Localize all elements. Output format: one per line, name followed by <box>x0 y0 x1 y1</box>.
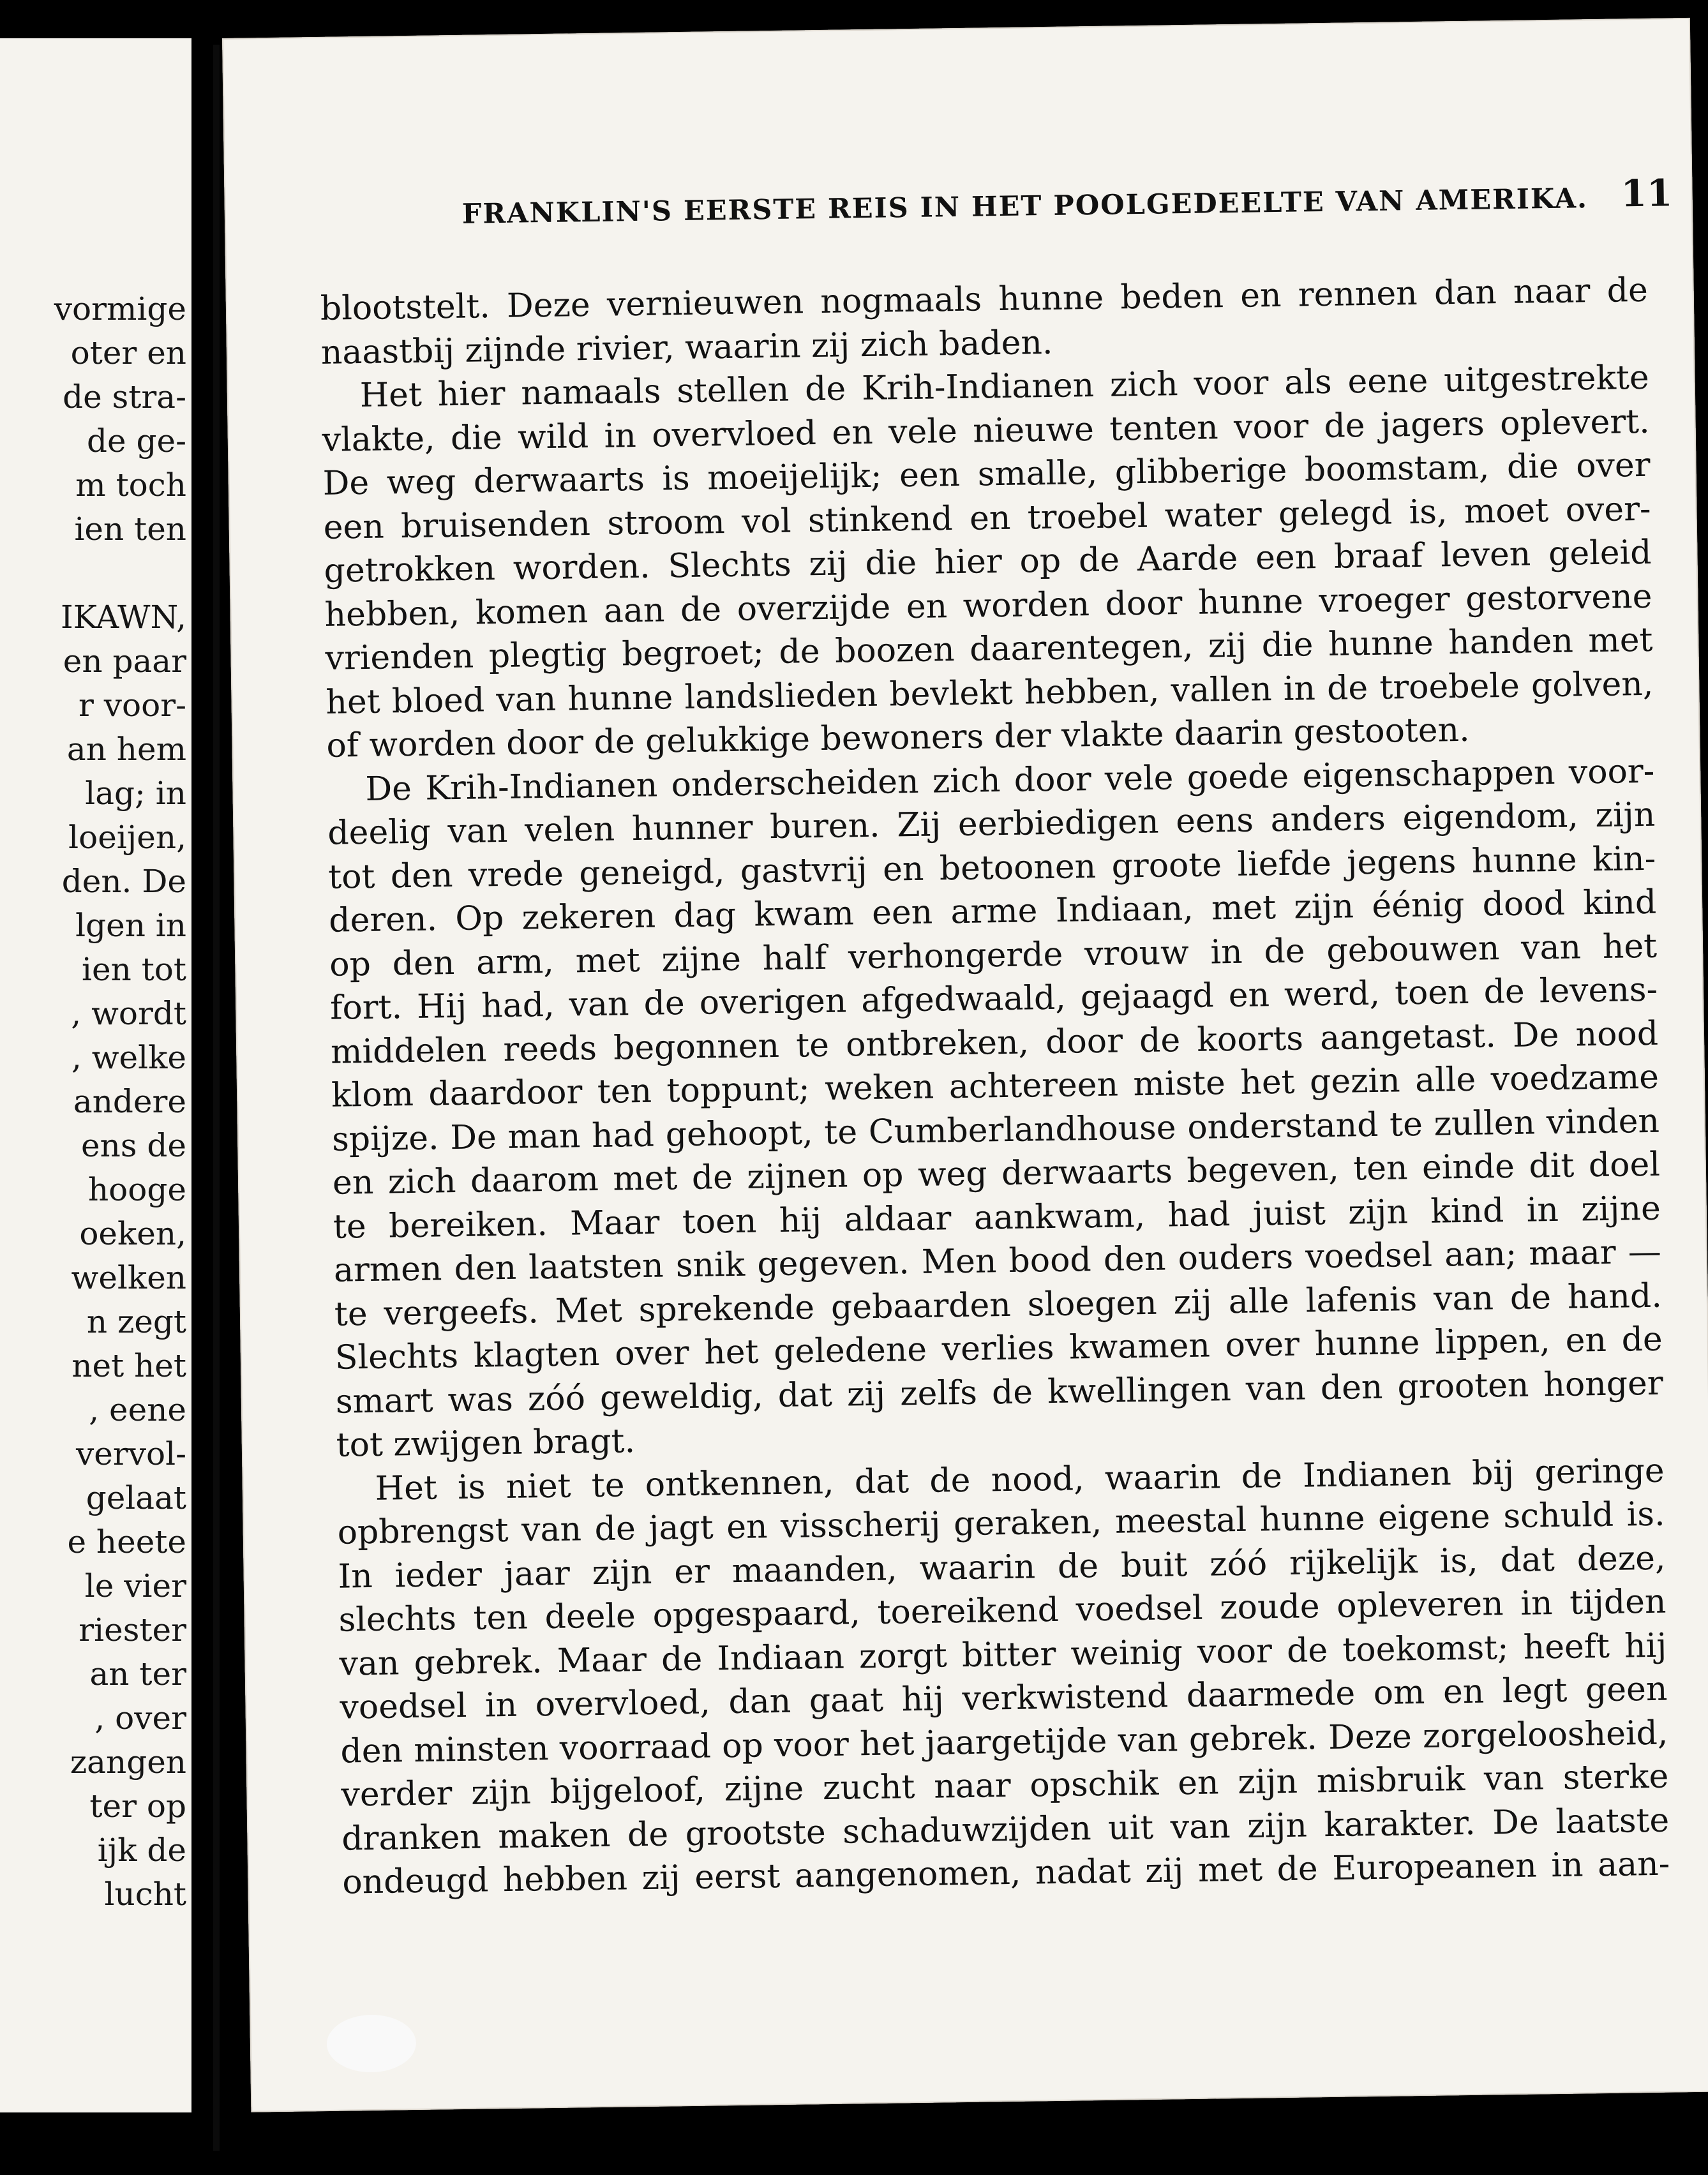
body-line: verder zijn bijgeloof, zijne zucht naar opschik en zijn misbruik van sterke <box>341 1757 1669 1814</box>
body-line: slechts ten deele opgespaard, toereikend voedsel zoude opleveren in tijden <box>338 1582 1667 1640</box>
left-page-line: andere <box>73 1083 186 1120</box>
body-line: deren. Op zekeren dag kwam een arme Indiaan, met zijn éénig dood kind <box>328 883 1657 940</box>
body-line: te vergeefs. Met sprekende gebaarden sloegen zij alle lafenis van de hand. <box>334 1276 1663 1334</box>
left-page-line: , eene <box>89 1391 186 1428</box>
body-line: voedsel in overvloed, dan gaat hij verkwistend daarmede om en legt geen <box>340 1670 1668 1727</box>
book-gutter <box>213 45 220 2151</box>
body-line: deelig van velen hunner buren. Zij eerbiedigen eens anders eigendom, zijn <box>327 795 1656 853</box>
left-page-line: vervol- <box>76 1435 186 1472</box>
body-line: den minsten voorraad op voor het jaargetijde van gebrek. Deze zorgeloosheid, <box>340 1714 1668 1771</box>
body-line: spijze. De man had gehoopt, te Cumberlandhouse onderstand te zullen vinden <box>331 1102 1660 1159</box>
left-page-line: en paar <box>63 643 186 680</box>
left-page-line: ijk de <box>97 1832 186 1869</box>
body-line: hebben, komen aan de overzijde en worden door hunne vroeger gestorvene <box>324 577 1652 634</box>
body-line: Het is niet te ontkennen, dat de nood, waarin de Indianen bij geringe <box>375 1451 1665 1508</box>
left-page-text <box>8 287 186 1917</box>
left-page-line: r voor- <box>78 687 186 724</box>
body-line: In ieder jaar zijn er maanden, waarin de buit zóó rijkelijk is, dat deze, <box>338 1539 1666 1596</box>
body-line: blootstelt. Deze vernieuwen nogmaals hunne beden en rennen dan naar de <box>320 271 1649 328</box>
left-page-fragment <box>0 38 191 2112</box>
body-line: Slechts klagten over het geledene verlies kwamen over hunne lippen, en de <box>334 1320 1663 1377</box>
left-page-line: , welke <box>71 1039 186 1076</box>
body-line: fort. Hij had, van de overigen afgedwaald, gejaagd en werd, toen de levens- <box>329 970 1658 1028</box>
body-line: Het hier namaals stellen de Krih-Indianen zich voor als eene uitgestrekte <box>359 358 1650 415</box>
body-line: vlakte, die wild in overvloed en vele nieuwe tenten voor de jagers oplevert. <box>322 402 1651 460</box>
right-page <box>222 18 1708 2112</box>
left-page-line: gelaat <box>86 1479 186 1516</box>
left-page-line: an ter <box>89 1656 186 1693</box>
body-line: smart was zóó geweldig, dat zij zelfs de kwellingen van den grooten honger <box>335 1364 1664 1421</box>
left-page-line: ien tot <box>82 951 186 988</box>
body-line: een bruisenden stroom vol stinkend en troebel water gelegd is, moet over- <box>323 490 1651 547</box>
paper-stain <box>326 2014 416 2073</box>
left-page-line: ens de <box>81 1127 186 1164</box>
body-text <box>320 269 1670 1904</box>
body-line: en zich daarom met de zijnen op weg derwaarts begeven, ten einde dit doel <box>332 1145 1661 1202</box>
left-page-line: lag; in <box>85 775 186 812</box>
left-page-line: ter op <box>89 1788 186 1825</box>
body-line: ondeugd hebben zij eerst aangenomen, nadat zij met de Europeanen in aan- <box>341 1844 1670 1902</box>
body-line: opbrengst van de jagt en visscherij geraken, meestal hunne eigene schuld is. <box>337 1495 1665 1552</box>
left-page-line: n zegt <box>86 1303 186 1340</box>
left-page-line: lgen in <box>75 907 186 944</box>
left-page-line: welken <box>71 1259 186 1296</box>
left-page-line: riester <box>79 1611 186 1648</box>
body-line: getrokken worden. Slechts zij die hier op de Aarde een braaf leven geleid <box>324 533 1652 590</box>
running-head: FRANKLIN'S EERSTE REIS IN HET POOLGEDEELTE VAN AMERIKA. <box>461 183 1589 230</box>
body-line: van gebrek. Maar de Indiaan zorgt bitter weinig voor de toekomst; heeft hij <box>339 1626 1667 1684</box>
body-line: te bereiken. Maar toen hij aldaar aankwam, had juist zijn kind in zijne <box>333 1189 1661 1246</box>
body-line: armen den laatsten snik gegeven. Men bood den ouders voedsel aan; maar — <box>333 1232 1662 1290</box>
left-page-line: zangen <box>70 1744 186 1781</box>
left-page-line: , wordt <box>71 995 186 1032</box>
left-page-line: e heete <box>67 1523 186 1560</box>
left-page-line: an hem <box>66 731 186 768</box>
left-page-line: , over <box>94 1700 186 1737</box>
left-page-line: m toch <box>75 467 186 504</box>
left-page-line: net het <box>71 1347 186 1384</box>
left-page-line: de stra- <box>63 378 186 415</box>
body-line: naastbij zijnde rivier, waarin zij zich baden. <box>320 323 1053 372</box>
body-line: het bloed van hunne landslieden bevlekt hebben, vallen in de troebele golven, <box>326 664 1654 722</box>
body-line: tot zwijgen bragt. <box>336 1422 636 1465</box>
left-page-line: loeijen, <box>68 819 186 856</box>
body-line: op den arm, met zijne half verhongerde vrouw in de gebouwen van het <box>329 927 1658 984</box>
body-line: tot den vrede geneigd, gastvrij en betoonen groote liefde jegens hunne kin- <box>327 839 1656 897</box>
left-page-line: de ge- <box>87 422 186 460</box>
left-page-line: IKAWN, <box>61 599 186 636</box>
left-page-line: hooge <box>87 1171 186 1208</box>
body-line: of worden door de gelukkige bewoners der vlakte daarin gestooten. <box>326 710 1471 765</box>
left-page-line <box>8 551 186 595</box>
page-header <box>224 171 1673 241</box>
left-page-line: den. De <box>61 863 186 900</box>
body-line: De Krih-Indianen onderscheiden zich door vele goede eigenschappen voor- <box>365 752 1655 809</box>
left-page-line: vormige <box>54 290 186 327</box>
page-number: 11 <box>1621 171 1673 216</box>
left-page-line: ien ten <box>74 511 186 548</box>
body-line: vrienden plegtig begroet; de boozen daarentegen, zij die hunne handen met <box>325 620 1653 678</box>
body-line: De weg derwaarts is moeijelijk; een smalle, glibberige boomstam, die over <box>322 445 1651 503</box>
left-page-line: lucht <box>104 1876 186 1913</box>
body-line: dranken maken de grootste schaduwzijden uit van zijn karakter. De laatste <box>341 1801 1670 1858</box>
body-line: klom daardoor ten toppunt; weken achtereen miste het gezin alle voedzame <box>331 1058 1659 1115</box>
left-page-line: oeken, <box>79 1215 186 1252</box>
body-line: middelen reeds begonnen te ontbreken, door de koorts aangetast. De nood <box>330 1014 1659 1072</box>
left-page-line: le vier <box>84 1567 186 1604</box>
left-page-line: oter en <box>70 334 186 371</box>
